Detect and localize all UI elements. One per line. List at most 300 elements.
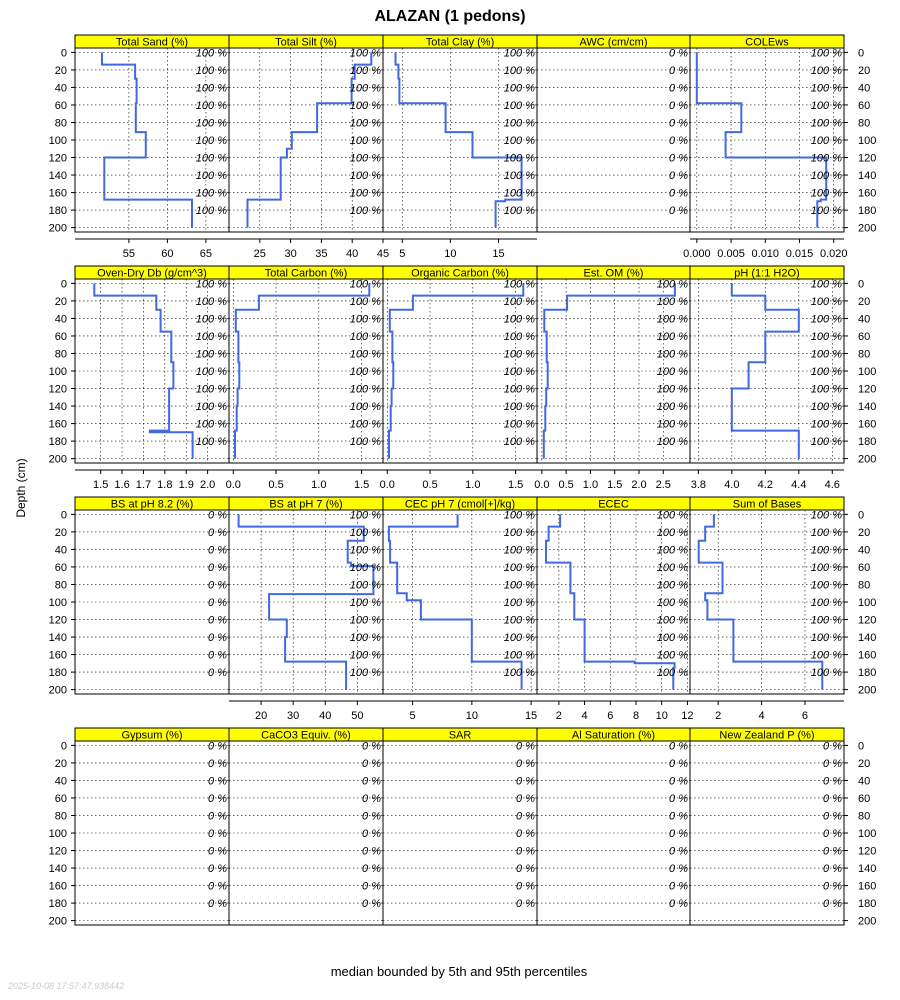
x-tick-label: 65 bbox=[199, 248, 213, 260]
pct-label: 0 % bbox=[516, 880, 535, 893]
x-tick-label: 30 bbox=[284, 248, 297, 260]
pct-label: 100 % bbox=[810, 170, 842, 183]
x-tick-label: 1.0 bbox=[311, 479, 327, 491]
pct-label: 0 % bbox=[669, 898, 688, 911]
panel bbox=[229, 35, 389, 260]
y-tick-label: 120 bbox=[858, 614, 877, 627]
y-tick-label: 20 bbox=[54, 526, 67, 539]
pct-label: 100 % bbox=[656, 366, 688, 378]
x-tick-label: 4 bbox=[581, 710, 588, 722]
pct-label: 100 % bbox=[656, 614, 688, 627]
panel bbox=[683, 35, 876, 260]
panel bbox=[537, 497, 694, 722]
y-tick-label: 120 bbox=[858, 152, 877, 165]
pct-label: 0 % bbox=[823, 845, 842, 858]
pct-label: 100 % bbox=[349, 579, 381, 592]
x-tick-label: 1.0 bbox=[465, 479, 481, 491]
pct-label: 100 % bbox=[349, 117, 381, 130]
panel bbox=[690, 266, 876, 491]
y-tick-label: 200 bbox=[48, 453, 67, 466]
pct-label: 100 % bbox=[503, 170, 535, 183]
pct-label: 100 % bbox=[503, 614, 535, 627]
pct-label: 100 % bbox=[195, 295, 227, 308]
y-tick-label: 100 bbox=[858, 597, 877, 609]
pct-label: 100 % bbox=[810, 187, 842, 200]
y-tick-label: 120 bbox=[858, 845, 877, 858]
y-tick-label: 100 bbox=[48, 366, 67, 378]
pct-label: 100 % bbox=[810, 383, 842, 396]
pct-label: 100 % bbox=[503, 632, 535, 645]
pct-label: 100 % bbox=[349, 632, 381, 645]
x-tick-label: 1.8 bbox=[157, 479, 173, 491]
pct-label: 100 % bbox=[810, 436, 842, 449]
pct-label: 100 % bbox=[349, 401, 381, 414]
pct-label: 100 % bbox=[503, 579, 535, 592]
y-tick-label: 20 bbox=[54, 64, 67, 77]
pct-label: 100 % bbox=[349, 509, 381, 522]
pct-label: 0 % bbox=[208, 863, 227, 876]
panel-label: BS at pH 8.2 (%) bbox=[110, 498, 194, 511]
y-tick-label: 60 bbox=[858, 330, 871, 343]
pct-label: 0 % bbox=[516, 828, 535, 840]
pct-label: 0 % bbox=[208, 526, 227, 539]
pct-label: 100 % bbox=[195, 99, 227, 112]
y-tick-label: 40 bbox=[54, 544, 67, 557]
pct-label: 100 % bbox=[349, 278, 381, 291]
panel-label: BS at pH 7 (%) bbox=[269, 498, 343, 511]
y-tick-label: 160 bbox=[858, 649, 877, 662]
pct-label: 100 % bbox=[656, 526, 688, 539]
pct-label: 100 % bbox=[656, 401, 688, 414]
y-tick-label: 200 bbox=[48, 222, 67, 235]
pct-label: 100 % bbox=[656, 418, 688, 431]
pct-label: 100 % bbox=[349, 614, 381, 627]
pct-label: 0 % bbox=[516, 792, 535, 805]
pct-label: 100 % bbox=[349, 348, 381, 361]
y-tick-label: 120 bbox=[48, 152, 67, 165]
y-tick-label: 160 bbox=[858, 880, 877, 893]
pct-label: 100 % bbox=[349, 99, 381, 112]
pct-label: 100 % bbox=[656, 330, 688, 343]
panel-label: Oven-Dry Db (g/cm^3) bbox=[97, 267, 207, 280]
pct-label: 100 % bbox=[503, 99, 535, 112]
y-tick-label: 180 bbox=[48, 436, 67, 449]
panel-label: SAR bbox=[448, 729, 472, 742]
pct-label: 100 % bbox=[195, 436, 227, 449]
x-tick-label: 0.5 bbox=[558, 479, 574, 491]
pct-label: 0 % bbox=[362, 792, 381, 805]
y-tick-label: 20 bbox=[858, 757, 871, 770]
y-tick-label: 20 bbox=[858, 295, 871, 308]
pct-label: 0 % bbox=[516, 775, 535, 788]
pct-label: 0 % bbox=[669, 152, 688, 165]
y-tick-label: 200 bbox=[858, 915, 877, 928]
x-tick-label: 10 bbox=[655, 710, 668, 722]
panel-label: CaCO3 Equiv. (%) bbox=[261, 729, 351, 742]
pct-label: 100 % bbox=[349, 544, 381, 557]
pct-label: 100 % bbox=[810, 614, 842, 627]
pct-label: 100 % bbox=[656, 667, 688, 680]
pct-label: 100 % bbox=[195, 418, 227, 431]
x-tick-label: 2.0 bbox=[631, 479, 647, 491]
panel-label: COLEws bbox=[745, 36, 789, 49]
panel bbox=[537, 35, 690, 232]
y-tick-label: 40 bbox=[54, 313, 67, 326]
pct-label: 100 % bbox=[195, 205, 227, 218]
pct-label: 0 % bbox=[669, 792, 688, 805]
median-line bbox=[699, 514, 823, 689]
y-tick-label: 40 bbox=[54, 82, 67, 95]
pct-label: 0 % bbox=[208, 632, 227, 645]
pct-label: 0 % bbox=[362, 775, 381, 788]
x-tick-label: 10 bbox=[444, 248, 457, 260]
pct-label: 0 % bbox=[823, 775, 842, 788]
pct-label: 100 % bbox=[810, 579, 842, 592]
x-tick-label: 1.9 bbox=[178, 479, 194, 491]
pct-label: 0 % bbox=[362, 810, 381, 823]
y-tick-label: 80 bbox=[858, 348, 871, 361]
y-tick-label: 0 bbox=[60, 278, 67, 291]
y-tick-label: 40 bbox=[858, 313, 871, 326]
y-tick-label: 180 bbox=[48, 205, 67, 218]
median-line bbox=[396, 52, 522, 227]
panel-label: AWC (cm/cm) bbox=[579, 36, 648, 49]
x-tick-label: 35 bbox=[315, 248, 328, 260]
pct-label: 0 % bbox=[823, 740, 842, 753]
x-tick-label: 0.010 bbox=[751, 248, 780, 260]
pct-label: 100 % bbox=[810, 544, 842, 557]
y-tick-label: 80 bbox=[54, 117, 67, 130]
x-tick-label: 5 bbox=[399, 248, 406, 260]
pct-label: 100 % bbox=[503, 418, 535, 431]
pct-label: 0 % bbox=[208, 828, 227, 840]
pct-label: 0 % bbox=[516, 740, 535, 753]
panel bbox=[49, 35, 229, 260]
pct-label: 100 % bbox=[810, 561, 842, 574]
pct-label: 0 % bbox=[669, 47, 688, 60]
y-tick-label: 0 bbox=[60, 47, 67, 60]
panel-label: Est. OM (%) bbox=[583, 267, 644, 280]
pct-label: 100 % bbox=[503, 135, 535, 147]
pct-label: 100 % bbox=[195, 348, 227, 361]
panel-label: Total Clay (%) bbox=[425, 36, 495, 49]
pct-label: 100 % bbox=[810, 205, 842, 218]
y-tick-label: 20 bbox=[54, 295, 67, 308]
pct-label: 0 % bbox=[208, 775, 227, 788]
pct-label: 0 % bbox=[362, 898, 381, 911]
pct-label: 100 % bbox=[349, 295, 381, 308]
x-tick-label: 0.0 bbox=[379, 479, 395, 491]
y-tick-label: 160 bbox=[858, 418, 877, 431]
y-tick-label: 120 bbox=[48, 383, 67, 396]
y-tick-label: 80 bbox=[858, 579, 871, 592]
pct-label: 100 % bbox=[349, 418, 381, 431]
pct-label: 0 % bbox=[669, 170, 688, 183]
x-tick-label: 6 bbox=[801, 710, 809, 722]
pct-label: 0 % bbox=[669, 64, 688, 77]
x-tick-label: 0.0 bbox=[534, 479, 550, 491]
panel-label: Organic Carbon (%) bbox=[411, 267, 509, 280]
chart-subtitle: median bounded by 5th and 95th percentiles bbox=[330, 964, 588, 979]
pct-label: 100 % bbox=[656, 561, 688, 574]
pct-label: 0 % bbox=[208, 740, 227, 753]
x-tick-label: 1.5 bbox=[353, 479, 370, 491]
pct-label: 100 % bbox=[349, 170, 381, 183]
panel-label: Total Silt (%) bbox=[275, 36, 337, 49]
y-tick-label: 140 bbox=[48, 401, 67, 414]
pct-label: 0 % bbox=[669, 863, 688, 876]
pct-label: 100 % bbox=[656, 649, 688, 662]
y-tick-label: 160 bbox=[858, 187, 877, 200]
pct-label: 0 % bbox=[823, 828, 842, 840]
pct-label: 100 % bbox=[810, 64, 842, 77]
y-tick-label: 80 bbox=[54, 579, 67, 592]
pct-label: 100 % bbox=[656, 544, 688, 557]
pct-label: 100 % bbox=[810, 117, 842, 130]
pct-label: 100 % bbox=[503, 401, 535, 414]
pct-label: 100 % bbox=[503, 64, 535, 77]
pct-label: 100 % bbox=[656, 436, 688, 449]
pct-label: 100 % bbox=[349, 313, 381, 326]
panel bbox=[383, 35, 537, 260]
pct-label: 100 % bbox=[195, 383, 227, 396]
x-tick-label: 40 bbox=[319, 710, 332, 722]
y-tick-label: 140 bbox=[48, 863, 67, 876]
pct-label: 100 % bbox=[810, 47, 842, 60]
pct-label: 0 % bbox=[208, 757, 227, 770]
x-tick-label: 1.0 bbox=[582, 479, 599, 491]
pct-label: 0 % bbox=[669, 880, 688, 893]
pct-label: 100 % bbox=[349, 649, 381, 662]
x-tick-label: 0.020 bbox=[819, 248, 848, 260]
panel-label: pH (1:1 H2O) bbox=[734, 267, 800, 280]
pct-label: 100 % bbox=[503, 383, 535, 396]
y-tick-label: 100 bbox=[858, 135, 877, 147]
pct-label: 100 % bbox=[656, 383, 688, 396]
pct-label: 100 % bbox=[195, 401, 227, 414]
pct-label: 100 % bbox=[656, 295, 688, 308]
pct-label: 100 % bbox=[810, 278, 842, 291]
x-tick-label: 0.015 bbox=[785, 248, 814, 260]
timestamp: 2025-10-08 17:57:47.938442 bbox=[8, 981, 125, 991]
pct-label: 100 % bbox=[195, 82, 227, 95]
y-tick-label: 40 bbox=[54, 775, 67, 788]
y-tick-label: 0 bbox=[858, 740, 865, 753]
pct-label: 100 % bbox=[503, 187, 535, 200]
pct-label: 100 % bbox=[810, 330, 842, 343]
y-tick-label: 140 bbox=[48, 170, 67, 183]
pct-label: 0 % bbox=[516, 845, 535, 858]
y-tick-label: 160 bbox=[48, 187, 67, 200]
x-tick-label: 50 bbox=[351, 710, 364, 722]
x-tick-label: 0.5 bbox=[268, 479, 284, 491]
y-tick-label: 180 bbox=[858, 436, 877, 449]
pct-label: 100 % bbox=[195, 313, 227, 326]
pct-label: 100 % bbox=[349, 383, 381, 396]
y-tick-label: 60 bbox=[858, 561, 871, 574]
y-tick-label: 100 bbox=[48, 135, 67, 147]
y-tick-label: 0 bbox=[60, 509, 67, 522]
pct-label: 0 % bbox=[823, 757, 842, 770]
pct-label: 0 % bbox=[208, 561, 227, 574]
pct-label: 100 % bbox=[503, 366, 535, 378]
pct-label: 100 % bbox=[349, 64, 381, 77]
x-tick-label: 0.000 bbox=[683, 248, 711, 260]
pct-label: 0 % bbox=[516, 810, 535, 823]
pct-label: 0 % bbox=[669, 187, 688, 200]
pct-label: 0 % bbox=[362, 740, 381, 753]
pct-label: 100 % bbox=[349, 526, 381, 539]
pct-label: 100 % bbox=[810, 526, 842, 539]
y-tick-label: 20 bbox=[858, 526, 871, 539]
pct-label: 100 % bbox=[503, 82, 535, 95]
y-tick-label: 180 bbox=[858, 667, 877, 680]
pct-label: 100 % bbox=[503, 295, 535, 308]
pct-label: 100 % bbox=[503, 330, 535, 343]
panel-label: Total Carbon (%) bbox=[264, 267, 348, 280]
panel bbox=[229, 728, 383, 925]
x-tick-label: 55 bbox=[122, 248, 136, 260]
pct-label: 100 % bbox=[503, 152, 535, 165]
panel-label: Total Sand (%) bbox=[115, 36, 189, 49]
panel bbox=[49, 266, 229, 491]
pct-label: 0 % bbox=[516, 757, 535, 770]
pct-label: 100 % bbox=[349, 366, 381, 378]
pct-label: 0 % bbox=[669, 205, 688, 218]
y-tick-label: 140 bbox=[858, 401, 877, 414]
pct-label: 100 % bbox=[195, 152, 227, 165]
y-tick-label: 160 bbox=[48, 880, 67, 893]
pct-label: 100 % bbox=[503, 649, 535, 662]
pct-label: 100 % bbox=[503, 313, 535, 326]
pct-label: 100 % bbox=[503, 544, 535, 557]
pct-label: 100 % bbox=[503, 348, 535, 361]
x-tick-label: 2 bbox=[555, 710, 562, 722]
x-tick-label: 10 bbox=[465, 710, 478, 722]
y-tick-label: 60 bbox=[54, 330, 67, 343]
y-tick-label: 140 bbox=[858, 170, 877, 183]
y-tick-label: 20 bbox=[858, 64, 871, 77]
pct-label: 100 % bbox=[503, 597, 535, 609]
pct-label: 0 % bbox=[669, 135, 688, 147]
y-tick-label: 200 bbox=[858, 222, 877, 235]
pct-label: 100 % bbox=[810, 366, 842, 378]
pct-label: 100 % bbox=[349, 667, 381, 680]
pct-label: 100 % bbox=[195, 170, 227, 183]
pct-label: 100 % bbox=[195, 330, 227, 343]
y-tick-label: 180 bbox=[48, 667, 67, 680]
pct-label: 100 % bbox=[349, 436, 381, 449]
pct-label: 100 % bbox=[503, 205, 535, 218]
pct-label: 100 % bbox=[810, 295, 842, 308]
pct-label: 0 % bbox=[669, 117, 688, 130]
pct-label: 100 % bbox=[503, 667, 535, 680]
y-tick-label: 40 bbox=[858, 82, 871, 95]
y-tick-label: 0 bbox=[858, 47, 865, 60]
x-tick-label: 1.5 bbox=[507, 479, 524, 491]
pct-label: 100 % bbox=[503, 436, 535, 449]
panel bbox=[534, 266, 690, 491]
panel bbox=[380, 266, 537, 491]
pct-label: 0 % bbox=[669, 775, 688, 788]
x-tick-label: 30 bbox=[287, 710, 300, 722]
y-tick-label: 20 bbox=[54, 757, 67, 770]
pct-label: 100 % bbox=[503, 47, 535, 60]
panel bbox=[229, 497, 383, 722]
x-tick-label: 1.7 bbox=[135, 479, 152, 491]
pct-label: 100 % bbox=[503, 509, 535, 522]
pct-label: 100 % bbox=[810, 649, 842, 662]
pct-label: 0 % bbox=[208, 845, 227, 858]
y-tick-label: 160 bbox=[48, 649, 67, 662]
pct-label: 0 % bbox=[208, 649, 227, 662]
panel-label: Gypsum (%) bbox=[121, 729, 183, 742]
x-tick-label: 4.4 bbox=[791, 479, 807, 491]
pct-label: 100 % bbox=[810, 597, 842, 609]
panel bbox=[383, 728, 537, 925]
pct-label: 100 % bbox=[349, 205, 381, 218]
y-tick-label: 40 bbox=[858, 775, 871, 788]
pct-label: 0 % bbox=[208, 579, 227, 592]
x-tick-label: 6 bbox=[607, 710, 614, 722]
panel bbox=[383, 497, 537, 722]
pct-label: 0 % bbox=[208, 544, 227, 557]
pct-label: 0 % bbox=[669, 810, 688, 823]
pct-label: 0 % bbox=[208, 810, 227, 823]
y-tick-label: 200 bbox=[858, 453, 877, 466]
pct-label: 100 % bbox=[349, 187, 381, 200]
x-tick-label: 1.6 bbox=[114, 479, 130, 491]
pct-label: 0 % bbox=[669, 740, 688, 753]
pct-label: 100 % bbox=[503, 561, 535, 574]
pct-label: 100 % bbox=[349, 152, 381, 165]
panel bbox=[690, 728, 876, 928]
pct-label: 0 % bbox=[669, 845, 688, 858]
x-tick-label: 1.5 bbox=[93, 479, 109, 491]
panel-label: New Zealand P (%) bbox=[719, 729, 815, 742]
pct-label: 100 % bbox=[349, 82, 381, 95]
y-tick-label: 200 bbox=[858, 684, 877, 697]
pct-label: 0 % bbox=[823, 810, 842, 823]
y-tick-label: 80 bbox=[54, 348, 67, 361]
pct-label: 100 % bbox=[810, 418, 842, 431]
y-tick-label: 120 bbox=[858, 383, 877, 396]
pct-label: 100 % bbox=[810, 135, 842, 147]
y-tick-label: 0 bbox=[858, 278, 865, 291]
pct-label: 100 % bbox=[656, 597, 688, 609]
pct-label: 100 % bbox=[656, 278, 688, 291]
pct-label: 0 % bbox=[669, 757, 688, 770]
pct-label: 100 % bbox=[810, 401, 842, 414]
pct-label: 100 % bbox=[810, 82, 842, 95]
y-tick-label: 160 bbox=[48, 418, 67, 431]
pct-label: 0 % bbox=[669, 828, 688, 840]
pct-label: 100 % bbox=[810, 99, 842, 112]
pct-label: 100 % bbox=[503, 526, 535, 539]
y-tick-label: 140 bbox=[858, 863, 877, 876]
pct-label: 100 % bbox=[195, 278, 227, 291]
pct-label: 100 % bbox=[656, 579, 688, 592]
y-tick-label: 100 bbox=[48, 828, 67, 840]
pct-label: 100 % bbox=[810, 152, 842, 165]
y-tick-label: 60 bbox=[858, 99, 871, 112]
pct-label: 0 % bbox=[208, 880, 227, 893]
pct-label: 100 % bbox=[195, 64, 227, 77]
y-tick-label: 60 bbox=[858, 792, 871, 805]
y-tick-label: 140 bbox=[48, 632, 67, 645]
pct-label: 100 % bbox=[349, 561, 381, 574]
pct-label: 0 % bbox=[208, 509, 227, 522]
